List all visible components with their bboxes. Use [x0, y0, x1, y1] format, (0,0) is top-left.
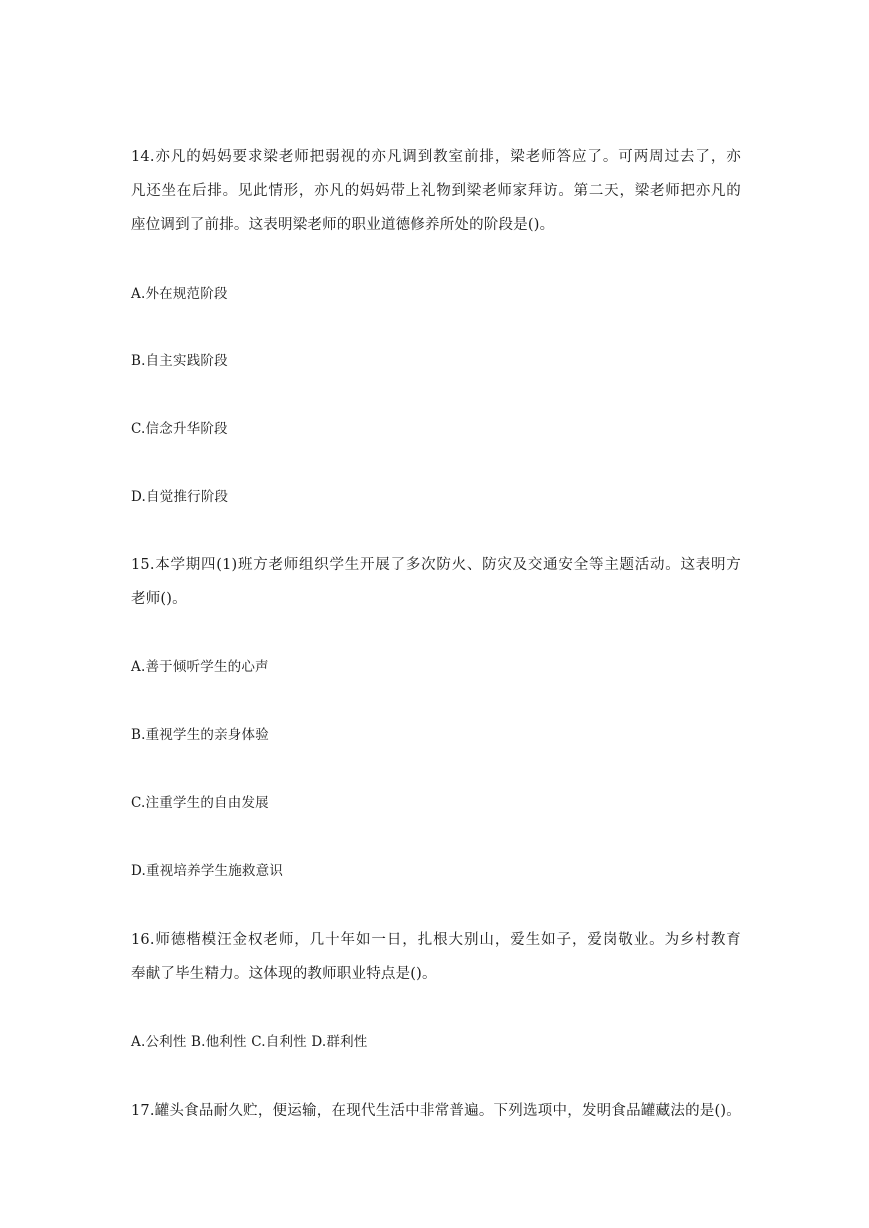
- q17-stem-line-1: 17.罐头食品耐久贮，便运输，在现代生活中非常普遍。下列选项中，发明食品罐藏法的是()。: [131, 1103, 741, 1119]
- q15-stem-line-2: 老师()。: [131, 591, 187, 607]
- q14-option-b: B.自主实践阶段: [131, 353, 228, 369]
- q15-option-a: A.善于倾听学生的心声: [131, 659, 269, 675]
- q16-options-inline: A.公利性 B.他利性 C.自利性 D.群利性: [131, 1034, 368, 1050]
- q14-option-a: A.外在规范阶段: [131, 286, 228, 302]
- q14-option-d: D.自觉推行阶段: [131, 489, 229, 505]
- q14-stem-line-2: 凡还坐在后排。见此情形，亦凡的妈妈带上礼物到梁老师家拜访。第二天，梁老师把亦凡的: [131, 183, 741, 199]
- q14-stem-line-3: 座位调到了前排。这表明梁老师的职业道德修养所处的阶段是()。: [131, 217, 555, 233]
- q14-stem-line-1: 14.亦凡的妈妈要求梁老师把弱视的亦凡调到教室前排，梁老师答应了。可两周过去了，亦: [131, 149, 741, 165]
- q16-stem-line-1: 16.师德楷模汪金权老师，几十年如一日，扎根大别山，爱生如子，爱岗敬业。为乡村教育: [131, 932, 741, 948]
- q14-option-c: C.信念升华阶段: [131, 421, 228, 437]
- q15-option-d: D.重视培养学生施救意识: [131, 863, 284, 879]
- q16-stem-line-2: 奉献了毕生精力。这体现的教师职业特点是()。: [131, 966, 437, 982]
- q15-option-b: B.重视学生的亲身体验: [131, 727, 269, 743]
- q15-option-c: C.注重学生的自由发展: [131, 795, 269, 811]
- q15-stem-line-1: 15.本学期四(1)班方老师组织学生开展了多次防火、防灾及交通安全等主题活动。这表明方: [131, 557, 741, 573]
